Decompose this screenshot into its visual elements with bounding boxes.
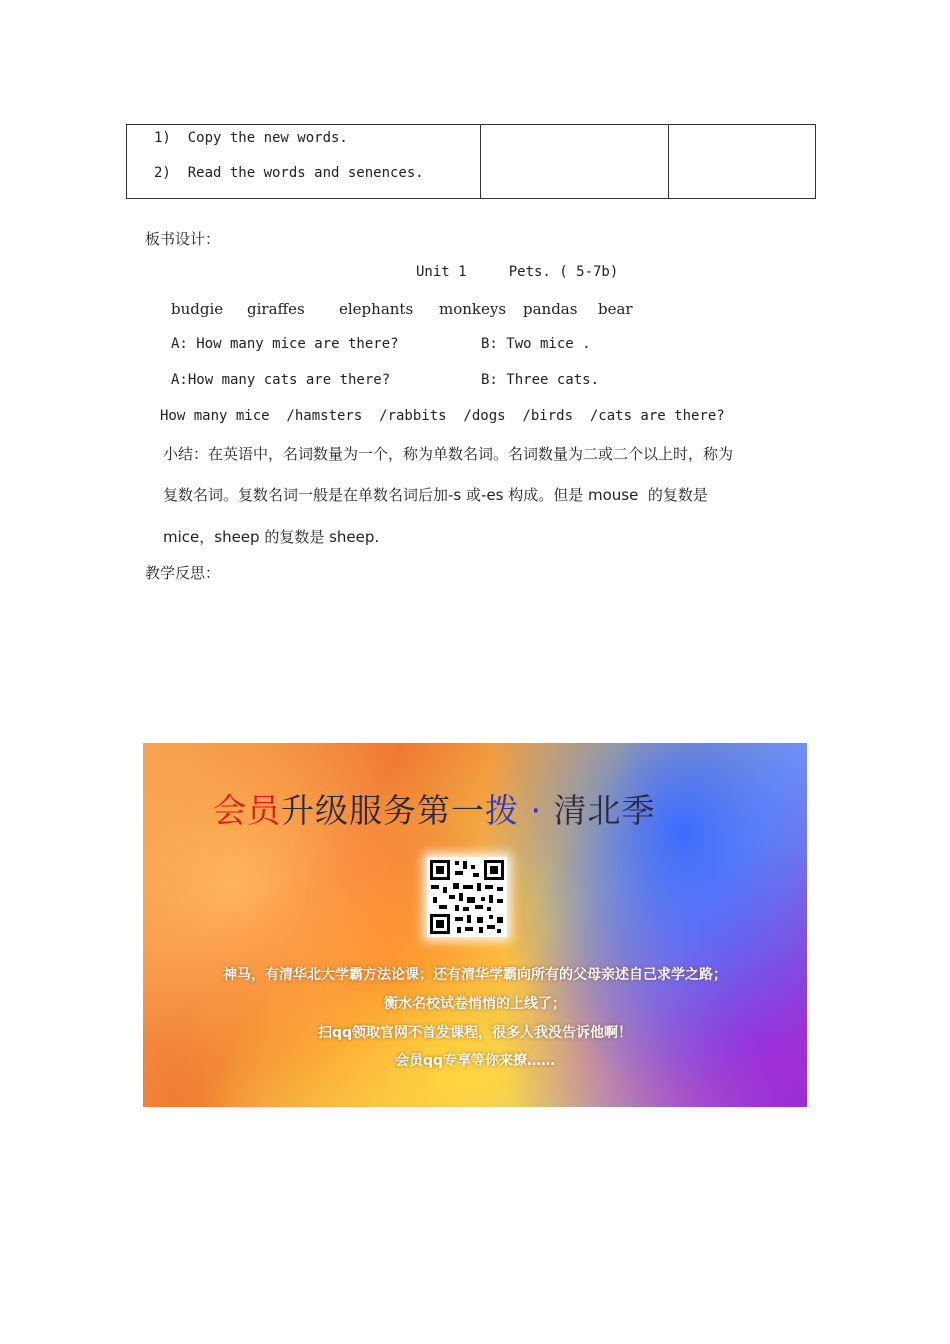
promo-banner[interactable] — [143, 743, 807, 1107]
homework-item: 2) Read the words and senences. — [154, 165, 424, 181]
dialog-question: A: How many mice are there? — [171, 336, 399, 352]
banner-line: 会员qq专享等你来撩…… — [394, 1053, 556, 1069]
summary-line: 复数名词。复数名词一般是在单数名词后加-s 或-es 构成。但是 mouse 的复数是 — [163, 486, 708, 504]
summary-line: 小结：在英语中，名词数量为一个，称为单数名词。名词数量为二或二个以上时，称为 — [163, 445, 734, 463]
vocab-word: giraffes — [247, 300, 305, 318]
empty-cell — [669, 125, 816, 199]
vocab-word: pandas — [523, 300, 578, 318]
banner-title — [213, 785, 655, 832]
dialog-answer: B: Two mice . — [481, 336, 591, 352]
banner-line: 衡水名校试卷悄悄的上线了； — [384, 996, 566, 1012]
banner-title-part: 升级服务第一 — [281, 791, 485, 830]
empty-cell — [481, 125, 669, 199]
dialog-answer: B: Three cats. — [481, 372, 600, 388]
reflection-heading: 教学反思： — [145, 564, 221, 582]
banner-title-part: 会员 — [213, 791, 281, 830]
qr-code-icon[interactable] — [427, 857, 507, 937]
summary-line: mice，sheep 的复数是 sheep. — [163, 528, 380, 546]
vocab-word: budgie — [171, 300, 224, 318]
homework-item: 1) Copy the new words. — [154, 130, 348, 146]
vocab-word: elephants — [339, 300, 414, 318]
banner-title-part: 拨 · — [485, 791, 542, 830]
banner-title-part: 清北季 — [541, 791, 656, 830]
board-title: Unit 1 Pets. ( 5-7b) — [416, 264, 619, 280]
board-question: How many mice /hamsters /rabbits /dogs /birds /cats are there? — [160, 408, 725, 424]
board-heading: 板书设计： — [145, 230, 221, 248]
banner-line: 神马，有清华北大学霸方法论课；还有清华学霸向所有的父母亲述自己求学之路； — [223, 967, 727, 983]
banner-line: 扫qq领取官网不首发课程，很多人我没告诉他啊！ — [317, 1025, 633, 1041]
dialog-question: A:How many cats are there? — [171, 372, 391, 388]
vocab-word: bear — [598, 300, 633, 318]
vocab-word: monkeys — [439, 300, 507, 318]
